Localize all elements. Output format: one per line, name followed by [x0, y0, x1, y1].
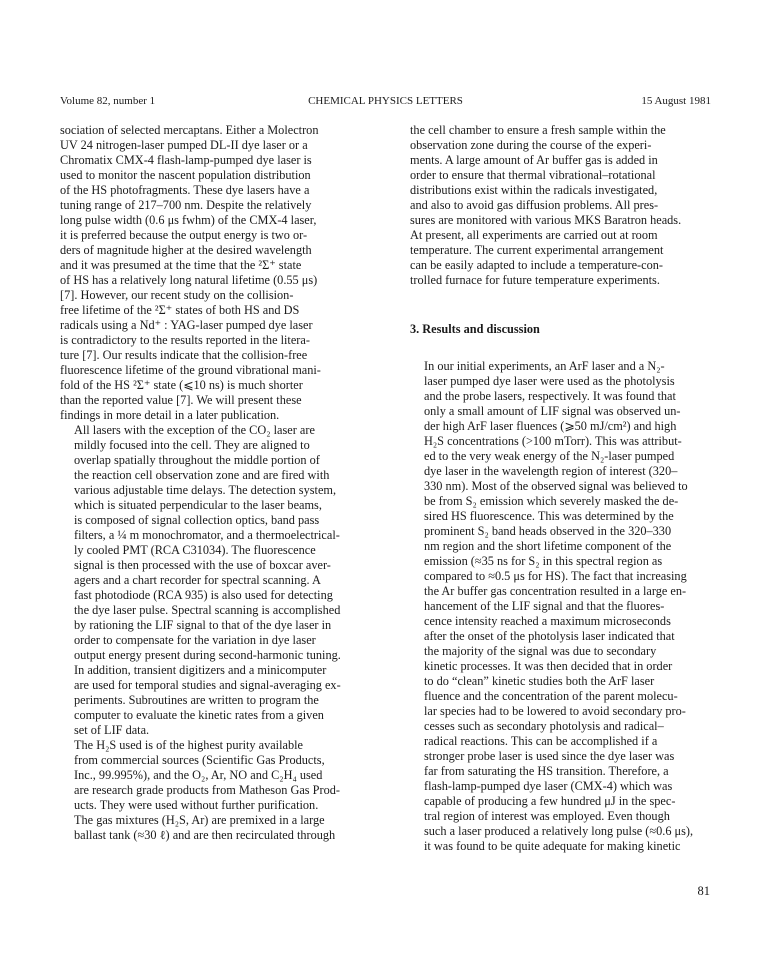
text-line: flash-lamp-pumped dye laser (CMX-4) which was [424, 779, 673, 793]
left-column [60, 123, 370, 843]
text-line: findings in more detail in a later publication. [60, 408, 280, 422]
paragraph [60, 738, 370, 843]
text-line: [7]. However, our recent study on the collision- [60, 288, 294, 302]
text-line: trolled furnace for future temperature experiments. [410, 273, 660, 287]
text-line: ballast tank (≈30 ℓ) and are then recirculated through [74, 828, 336, 842]
text-line: ments. A large amount of Ar buffer gas is added in [410, 153, 658, 167]
text-line: are research grade products from Matheson Gas Prod- [74, 783, 340, 797]
section-heading: 3. Results and discussion [410, 322, 540, 336]
text-line: output energy present during second-harmonic tuning. [74, 648, 341, 662]
text-line: fluence and the concentration of the parent molecu- [424, 689, 678, 703]
text-line: and also to avoid gas diffusion problems. All pres- [410, 198, 659, 212]
text-line: periments. Subroutines are written to program the [74, 693, 319, 707]
text-line: order to compensate for the variation in dye laser [74, 633, 316, 647]
text-line: H₂S concentrations (>100 mTorr). This was attribut- [424, 434, 682, 448]
text-line: after the onset of the photolysis laser indicated that [424, 629, 675, 643]
text-line: overlap spatially throughout the middle portion of [74, 453, 320, 467]
text-line: which is situated perpendicular to the laser beams, [74, 498, 322, 512]
text-line: fold of the HS ²Σ⁺ state (⩽10 ns) is much shorter [60, 378, 303, 392]
paragraph [410, 359, 720, 854]
text-line: In our initial experiments, an ArF laser and a N₂- [424, 359, 665, 373]
text-line: be from S₂ emission which severely masked the de- [424, 494, 679, 508]
text-line: used to monitor the nascent population distribution [60, 168, 311, 182]
text-line: and it was presumed at the time that the ²Σ⁺ state [60, 258, 302, 272]
text-line: is contradictory to the results reported in the litera- [60, 333, 310, 347]
text-line: dye laser in the wavelength region of interest (320– [424, 464, 678, 478]
text-line: lar species had to be lowered to avoid secondary pro- [424, 704, 686, 718]
text-line: ture [7]. Our results indicate that the collision-free [60, 348, 308, 362]
paragraph [60, 423, 370, 738]
text-line: can be easily adapted to include a temperature-con- [410, 258, 663, 272]
issue-date: 15 August 1981 [641, 95, 711, 107]
text-line: cesses such as secondary photolysis and radical– [424, 719, 664, 733]
text-line: nm region and the short lifetime component of the [424, 539, 672, 553]
text-line: compared to ≈0.5 μs for HS). The fact that increasing [424, 569, 687, 583]
text-line: the dye laser pulse. Spectral scanning is accomplished [74, 603, 341, 617]
journal-title: CHEMICAL PHYSICS LETTERS [308, 95, 463, 107]
text-line: 330 nm). Most of the observed signal was believed to [424, 479, 688, 493]
text-line: radical reactions. This can be accomplished if a [424, 734, 658, 748]
text-line: the majority of the signal was due to secondary [424, 644, 657, 658]
text-line: cence intensity reached a maximum microseconds [424, 614, 671, 628]
text-line: hancement of the LIF signal and that the fluores- [424, 599, 665, 613]
text-line: ed to the very weak energy of the N₂-laser pumped [424, 449, 675, 463]
text-line: of the HS photofragments. These dye lasers have a [60, 183, 310, 197]
text-line: Chromatix CMX-4 flash-lamp-pumped dye laser is [60, 153, 312, 167]
text-line: are used for temporal studies and signal-averaging ex- [74, 678, 341, 692]
text-line: the Ar buffer gas concentration resulted in a large en- [424, 584, 687, 598]
text-line: various adjustable time delays. The detection system, [74, 483, 337, 497]
volume-label: Volume 82, number 1 [60, 95, 156, 107]
text-line: long pulse width (0.6 μs fwhm) of the CMX-4 laser, [60, 213, 317, 227]
text-line: capable of producing a few hundred μJ in the spec- [424, 794, 676, 808]
text-line: of HS has a relatively long natural lifetime (0.55 μs) [60, 273, 318, 287]
text-line: stronger probe laser is used since the dye laser was [424, 749, 675, 763]
text-line: At present, all experiments are carried out at room [410, 228, 658, 242]
text-line: ly cooled PMT (RCA C31034). The fluorescence [74, 543, 316, 557]
text-line: sociation of selected mercaptans. Either a Molectron [60, 123, 319, 137]
text-line: tral region of interest was employed. Even though [424, 809, 670, 823]
text-line: is composed of signal collection optics, band pass [74, 513, 320, 527]
text-line: ucts. They were used without further purification. [74, 798, 319, 812]
text-line: kinetic processes. It was then decided that in order [424, 659, 673, 673]
text-line: agers and a chart recorder for spectral scanning. A [74, 573, 321, 587]
text-line: UV 24 nitrogen-laser pumped DL-II dye laser or a [60, 138, 308, 152]
text-line: such a laser produced a relatively long pulse (≈0.6 μs), [424, 824, 694, 838]
text-line: radicals using a Nd⁺ : YAG-laser pumped dye laser [60, 318, 313, 332]
text-line: ders of magnitude higher at the desired wavelength [60, 243, 312, 257]
page-number: 81 [697, 884, 710, 898]
text-line: prominent S₂ band heads observed in the 320–330 [424, 524, 672, 538]
text-line: Inc., 99.995%), and the O₂, Ar, NO and C₂H₄ used [74, 768, 323, 782]
text-line: signal is then processed with the use of boxcar aver- [74, 558, 331, 572]
text-line: free lifetime of the ²Σ⁺ states of both HS and DS [60, 303, 300, 317]
running-header [60, 94, 711, 108]
paragraph [60, 123, 370, 423]
text-line: temperature. The current experimental arrangement [410, 243, 664, 257]
text-line: emission (≈35 ns for S₂ in this spectral region as [424, 554, 663, 568]
text-line: fast photodiode (RCA 935) is also used for detecting [74, 588, 333, 602]
text-line: mildly focused into the cell. They are aligned to [74, 438, 310, 452]
text-line: observation zone during the course of the experi- [410, 138, 652, 152]
text-line: by rationing the LIF signal to that of the dye laser in [74, 618, 332, 632]
text-line: der high ArF laser fluences (⩾50 mJ/cm²) and high [424, 419, 677, 433]
text-line: than the reported value [7]. We will present these [60, 393, 302, 407]
text-line: it is preferred because the output energy is two or- [60, 228, 308, 242]
text-line: far from saturating the HS transition. Therefore, a [424, 764, 669, 778]
text-line: The gas mixtures (H₂S, Ar) are premixed in a large [74, 813, 325, 827]
paragraph [410, 123, 720, 288]
text-line: computer to evaluate the kinetic rates from a given [74, 708, 324, 722]
text-line: All lasers with the exception of the CO₂ laser are [74, 423, 315, 437]
text-line: laser pumped dye laser were used as the photolysis [424, 374, 675, 388]
text-line: the cell chamber to ensure a fresh sample within the [410, 123, 666, 137]
text-line: from commercial sources (Scientific Gas Products, [74, 753, 325, 767]
text-line: it was found to be quite adequate for making kinetic [424, 839, 681, 853]
text-line: fluorescence lifetime of the ground vibrational mani- [60, 363, 321, 377]
text-line: the reaction cell observation zone and are fired with [74, 468, 330, 482]
text-line: tuning range of 217–700 nm. Despite the relatively [60, 198, 312, 212]
text-line: filters, a ¼ m monochromator, and a thermoelectrical- [74, 528, 340, 542]
text-line: sired HS fluorescence. This was determined by the [424, 509, 674, 523]
right-column [410, 123, 720, 854]
text-line: set of LIF data. [74, 723, 150, 737]
text-line: order to ensure that thermal vibrational–rotational [410, 168, 656, 182]
text-line: only a small amount of LIF signal was observed un- [424, 404, 681, 418]
text-line: to do “clean” kinetic studies both the ArF laser [424, 674, 655, 688]
text-line: In addition, transient digitizers and a minicomputer [74, 663, 327, 677]
text-line: distributions exist within the radicals investigated, [410, 183, 658, 197]
text-line: The H₂S used is of the highest purity available [74, 738, 303, 752]
text-line: and the probe lasers, respectively. It was found that [424, 389, 676, 403]
text-line: sures are monitored with various MKS Baratron heads. [410, 213, 682, 227]
